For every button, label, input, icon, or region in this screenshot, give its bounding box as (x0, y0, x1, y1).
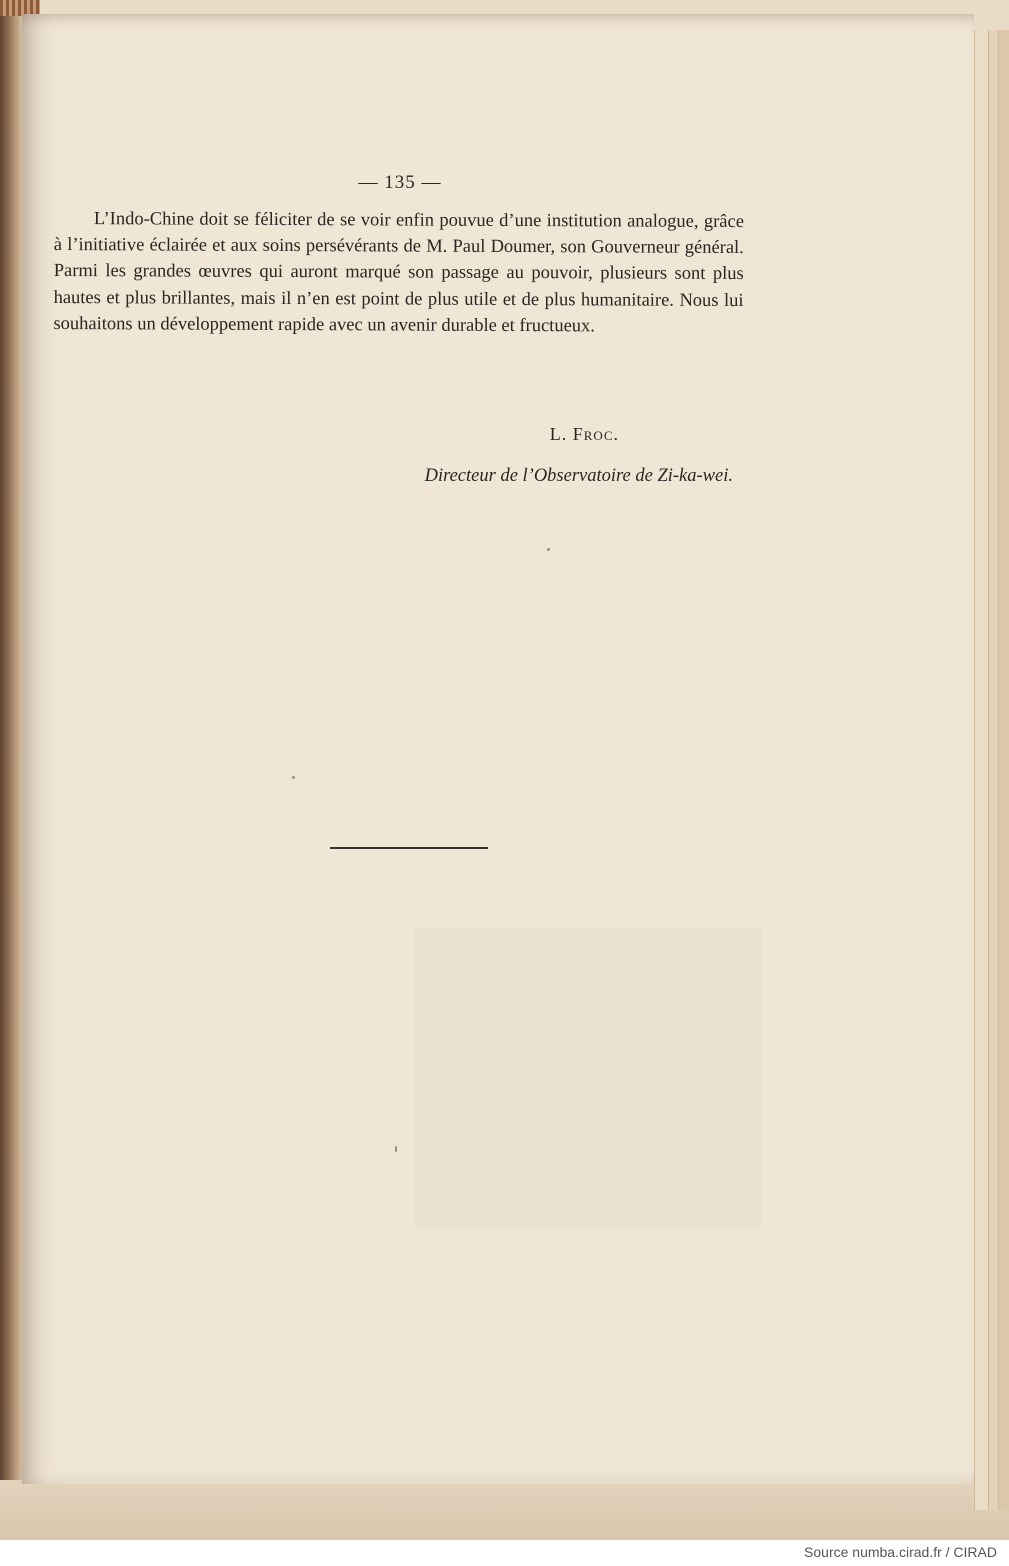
author-signature (550, 424, 619, 445)
source-credit: Source numba.cirad.fr / CIRAD (804, 1544, 997, 1560)
signature-name: Froc. (572, 424, 619, 444)
page-number: — 135 — (358, 172, 442, 193)
paper-speck (547, 548, 550, 551)
section-rule (330, 847, 488, 849)
author-title: Directeur de l’Observatoire de Zi-ka-wei. (424, 466, 733, 486)
page-edge (998, 30, 1009, 1510)
page-edge (974, 30, 989, 1510)
paper-speck (395, 1146, 397, 1152)
body-paragraph: L’Indo-Chine doit se féliciter de se voir enfin pouvue d’une institution analogue, grâce à l’initiative éclairée et aux soins persévérants de M. Paul Doumer, son Gouverneur général. Parmi les grandes œuvres qui auront marqué son passage au pouvoir, plusieurs sont plus hautes et plus brillantes, mais il n’en est point de plus utile et de plus humanitaire. Nous lui souhaitons un développement rapide avec un avenir durable et fructueux. (53, 209, 744, 337)
signature-initial: L. (549, 424, 568, 444)
page-bottom-shadow (0, 1480, 1009, 1540)
paper-speck (292, 776, 295, 779)
show-through-box (414, 928, 762, 1228)
